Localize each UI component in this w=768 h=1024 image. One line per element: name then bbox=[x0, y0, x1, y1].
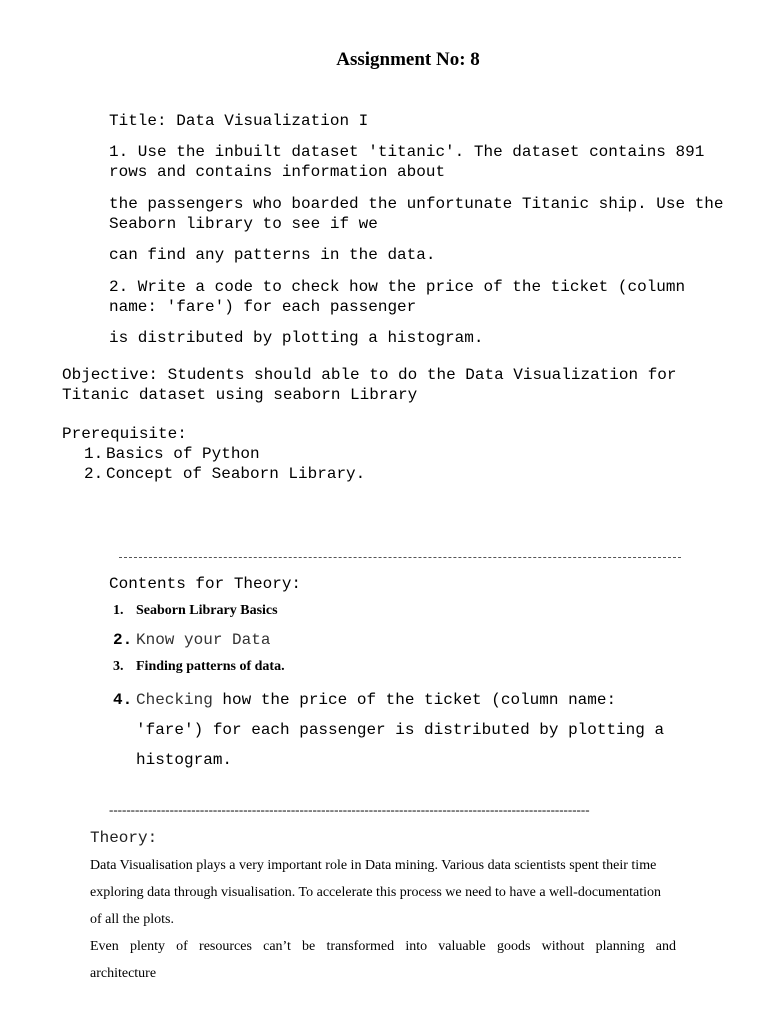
task-line-1a: 1. Use the inbuilt dataset 'titanic'. The dataset contains 891 rows and contains information about bbox=[109, 143, 705, 181]
list-item-text: Basics of Python bbox=[106, 445, 260, 463]
objective-text: Objective: Students should able to do the Data Visualization for Titanic dataset using seaborn Library bbox=[62, 366, 677, 404]
contents-heading: Contents for Theory: bbox=[109, 575, 302, 593]
theory-paragraph-1: Data Visualisation plays a very important role in Data mining. Various data scientists spent their time exploring data through visualisation. To accelerate this process we need to have a well-documentation of all the plots. bbox=[90, 858, 662, 927]
list-item-text: Finding patterns of data. bbox=[136, 659, 285, 674]
prerequisite-heading: Prerequisite: bbox=[62, 425, 187, 443]
prerequisite-list bbox=[84, 444, 365, 484]
task-line-2a: 2. Write a code to check how the price of the ticket (column name: 'fare') for each passenger bbox=[109, 278, 686, 316]
task-title: Title: Data Visualization I bbox=[109, 112, 369, 130]
list-number: 2. bbox=[84, 465, 104, 483]
list-item bbox=[84, 444, 365, 464]
list-number: 1. bbox=[113, 603, 124, 618]
list-number: 4. bbox=[113, 691, 133, 709]
list-item-text: Know your Data bbox=[136, 631, 271, 649]
theory-paragraph-2-end: architecture bbox=[90, 966, 157, 981]
assignment-title: Assignment No: 8 bbox=[336, 49, 480, 70]
list-number: 2. bbox=[113, 631, 133, 649]
list-item-text: Concept of Seaborn Library. bbox=[106, 465, 366, 483]
contents-item-2 bbox=[113, 630, 270, 650]
task-line-2b: is distributed by plotting a histogram. bbox=[109, 329, 484, 347]
theory-heading: Theory: bbox=[90, 829, 158, 847]
list-item-rest: how the price of the ticket (column name: 'fare') for each passenger is distributed by plotting a histogram. bbox=[136, 691, 665, 769]
list-item bbox=[84, 464, 365, 484]
list-item-text bbox=[136, 685, 676, 775]
task-line-1b: the passengers who boarded the unfortunate Titanic ship. Use the Seaborn library to see if we bbox=[109, 195, 724, 233]
list-number: 3. bbox=[113, 659, 124, 674]
dash-line-divider: --------------------------------------------------------------------------------------------------------------- bbox=[109, 802, 590, 817]
theory-paragraph-2-line: Even plenty of resources can’t be transformed into valuable goods without planning and bbox=[90, 939, 676, 954]
contents-item-4 bbox=[113, 685, 673, 769]
list-item-text: Seaborn Library Basics bbox=[136, 603, 278, 618]
contents-item-3 bbox=[113, 659, 285, 675]
dashed-divider bbox=[119, 557, 681, 558]
list-number: 1. bbox=[84, 445, 104, 463]
list-item-lead: Checking bbox=[136, 691, 213, 709]
task-line-1c: can find any patterns in the data. bbox=[109, 246, 436, 264]
contents-item-1 bbox=[113, 603, 278, 619]
